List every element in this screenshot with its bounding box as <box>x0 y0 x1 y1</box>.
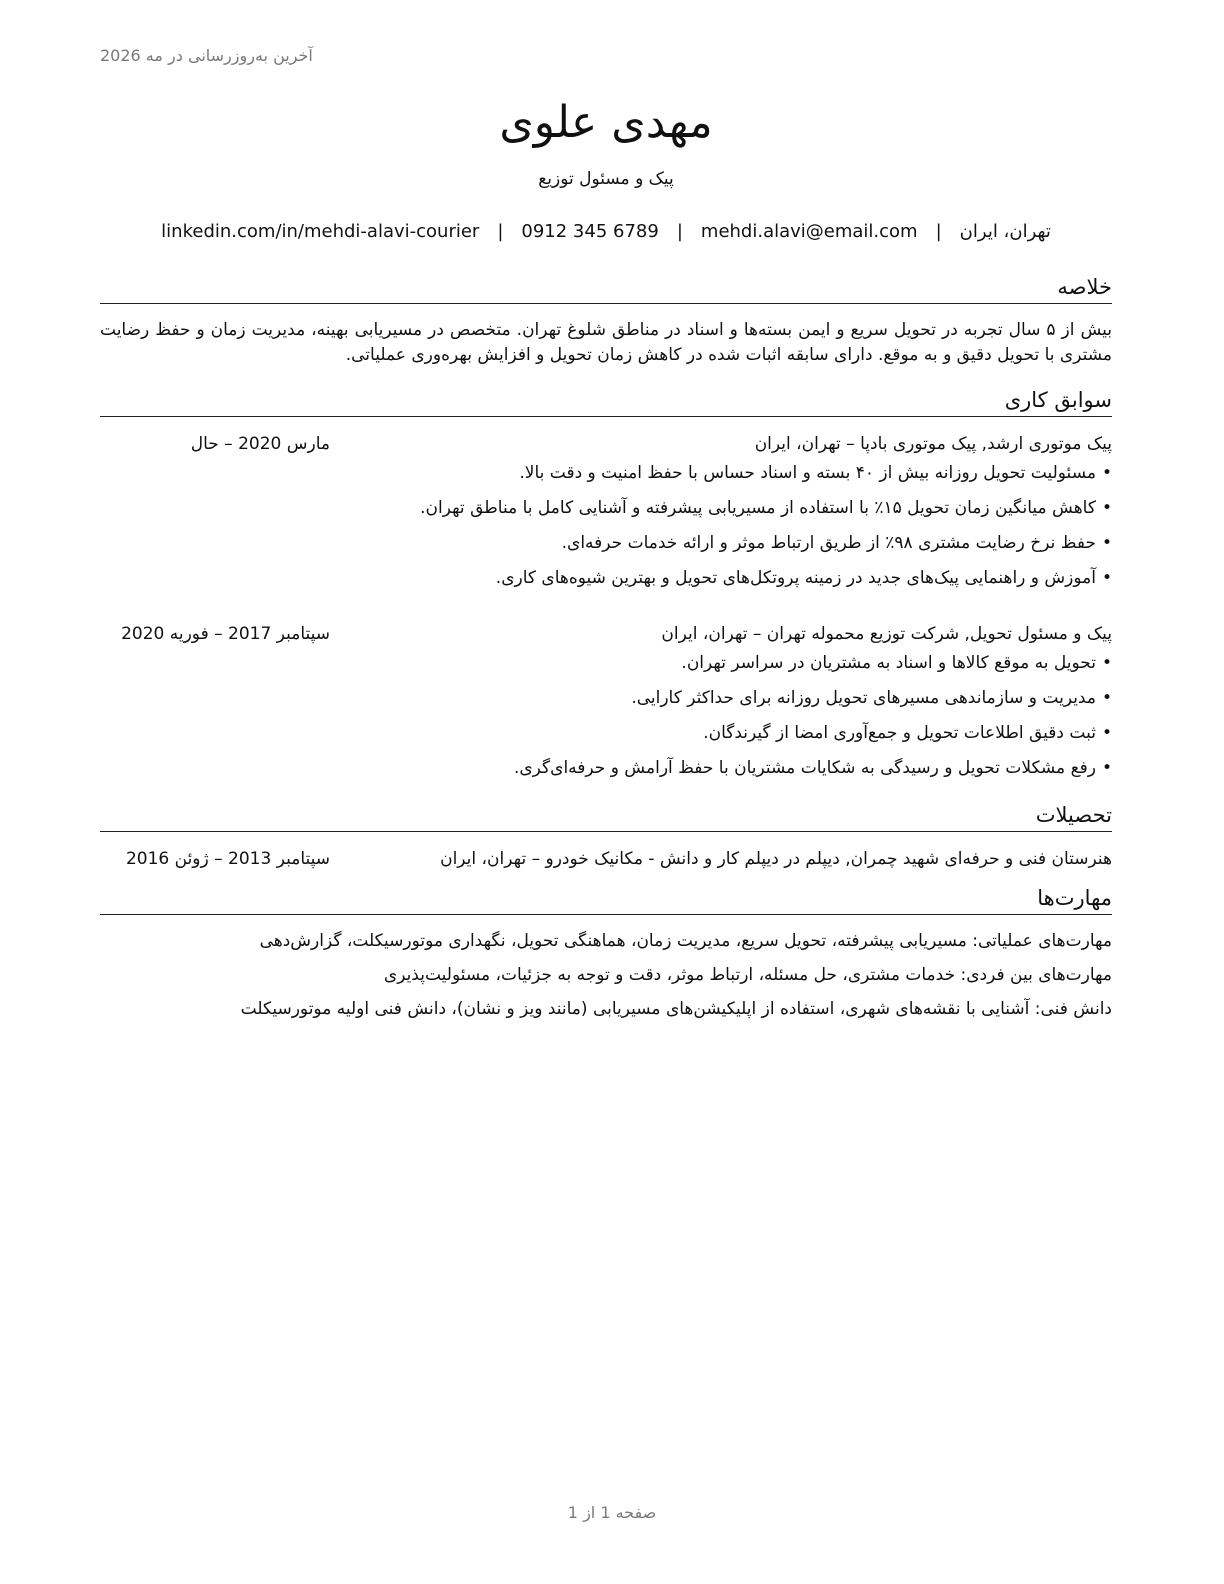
contact-separator: | <box>935 221 942 242</box>
summary-text: بیش از ۵ سال تجربه در تحویل سریع و ایمن بسته‌ها و اسناد در مناطق شلوغ تهران. متخصص در مسیریابی بهینه، مدیریت زمان و حفظ رضایت مشتری با تحویل دقیق و به موقع. دارای سابقه اثبات شده در کاهش زمان تحویل و افزایش بهره‌وری عملیاتی. <box>100 320 1112 365</box>
education-school-degree: هنرستان فنی و حرفه‌ای شهید چمران, دیپلم در دیپلم کار و دانش - مکانیک خودرو – تهران، ایران <box>440 849 1112 869</box>
job-bullets <box>100 651 1112 781</box>
job-bullet-text: تحویل به موقع کالاها و اسناد به مشتریان در سراسر تهران. <box>681 653 1096 673</box>
page-number: صفحه 1 از 1 <box>567 1503 657 1522</box>
experience-heading: سوابق کاری <box>100 386 1112 417</box>
job-bullet-text: مسئولیت تحویل روزانه بیش از ۴۰ بسته و اسناد حساس با حفظ امنیت و دقت بالا. <box>519 463 1096 483</box>
job-date: مارس 2020 – حال <box>190 434 330 454</box>
skills-line: مهارت‌های بین فردی: خدمات مشتری، حل مسئله، ارتباط موثر، دقت و توجه به جزئیات، مسئولیت‌پذیری <box>383 965 1112 985</box>
job-bullet: •آموزش و راهنمایی پیک‌های جدید در زمینه پروتکل‌های تحویل و بهترین شیوه‌های کاری. <box>495 568 1112 588</box>
job-bullet-text: ثبت دقیق اطلاعات تحویل و جمع‌آوری امضا از گیرندگان. <box>703 723 1096 743</box>
contact-email[interactable]: mehdi.alavi@email.com <box>700 221 918 242</box>
contact-separator: | <box>497 221 504 242</box>
last-updated-note: آخرین به‌روزرسانی در مه 2026 <box>100 46 313 65</box>
job-bullet: •ثبت دقیق اطلاعات تحویل و جمع‌آوری امضا از گیرندگان. <box>703 723 1112 743</box>
resume-body <box>100 95 1112 1031</box>
job-title-company: پیک و مسئول تحویل, شرکت توزیع محموله تهران – تهران، ایران <box>661 624 1112 644</box>
job-title-company: پیک موتوری ارشد, پیک موتوری بادپا – تهران، ایران <box>754 434 1112 454</box>
job-bullet: •حفظ نرخ رضایت مشتری ۹۸٪ از طریق ارتباط موثر و ارائه خدمات حرفه‌ای. <box>561 533 1112 553</box>
skills-line: مهارت‌های عملیاتی: مسیریابی پیشرفته، تحویل سریع، مدیریت زمان، هماهنگی تحویل، نگهداری موتورسیکلت، گزارش‌دهی <box>259 931 1112 951</box>
job-bullet-text: آموزش و راهنمایی پیک‌های جدید در زمینه پروتکل‌های تحویل و بهترین شیوه‌های کاری. <box>495 568 1096 588</box>
skills-line: دانش فنی: آشنایی با نقشه‌های شهری، استفاده از اپلیکیشن‌های مسیریابی (مانند ویز و نشان)، دانش فنی اولیه موتورسیکلت <box>240 999 1112 1019</box>
contact-line <box>100 219 1112 245</box>
education-heading: تحصیلات <box>100 801 1112 832</box>
job-bullet: •تحویل به موقع کالاها و اسناد به مشتریان در سراسر تهران. <box>681 653 1112 673</box>
job-bullet-text: مدیریت و سازماندهی مسیرهای تحویل روزانه برای حداکثر کارایی. <box>631 688 1096 708</box>
job-bullet: •مسئولیت تحویل روزانه بیش از ۴۰ بسته و اسناد حساس با حفظ امنیت و دقت بالا. <box>519 463 1112 483</box>
contact-location: تهران، ایران <box>959 221 1051 242</box>
skills-heading: مهارت‌ها <box>100 884 1112 915</box>
job-date: سپتامبر 2017 – فوریه 2020 <box>121 624 330 644</box>
contact-linkedin[interactable]: linkedin.com/in/mehdi-alavi-courier <box>161 221 480 242</box>
job-bullet-text: کاهش میانگین زمان تحویل ۱۵٪ با استفاده از مسیریابی پیشرفته و آشنایی کامل با مناطق تهران. <box>420 498 1096 518</box>
education-date: سپتامبر 2013 – ژوئن 2016 <box>125 849 330 869</box>
skills-list <box>100 929 1112 1022</box>
education-entry <box>100 846 1112 872</box>
contact-phone[interactable]: 0912 345 6789 <box>521 221 659 242</box>
job-bullets <box>100 461 1112 591</box>
job-entry <box>100 431 1112 591</box>
summary-heading: خلاصه <box>100 273 1112 304</box>
job-bullet-text: حفظ نرخ رضایت مشتری ۹۸٪ از طریق ارتباط موثر و ارائه خدمات حرفه‌ای. <box>561 533 1096 553</box>
job-bullet: •رفع مشکلات تحویل و رسیدگی به شکایات مشتریان با حفظ آرامش و حرفه‌ای‌گری. <box>513 758 1112 778</box>
job-bullet: •کاهش میانگین زمان تحویل ۱۵٪ با استفاده از مسیریابی پیشرفته و آشنایی کامل با مناطق تهران. <box>420 498 1112 518</box>
candidate-name: مهدی علوی <box>499 97 713 148</box>
contact-separator: | <box>676 221 683 242</box>
job-entry <box>100 621 1112 781</box>
job-bullet: •مدیریت و سازماندهی مسیرهای تحویل روزانه برای حداکثر کارایی. <box>631 688 1112 708</box>
job-bullet-text: رفع مشکلات تحویل و رسیدگی به شکایات مشتریان با حفظ آرامش و حرفه‌ای‌گری. <box>513 758 1096 778</box>
job-title: پیک و مسئول توزیع <box>538 169 674 189</box>
